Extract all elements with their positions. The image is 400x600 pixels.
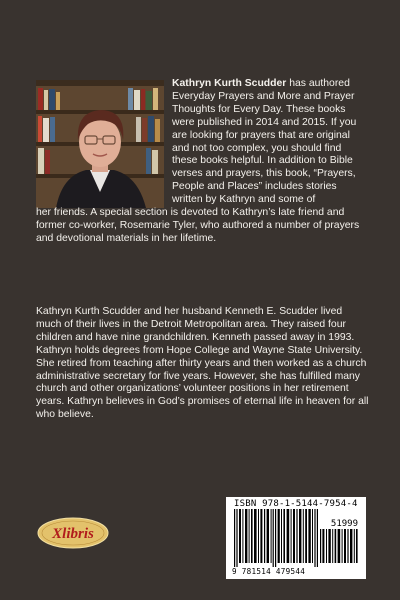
author-biography: Kathryn Kurth Scudder and her husband Kenneth E. Scudder lived much of their lives in the Detroit Metropolitan area. They raised four children and have nine grandchildren. Kenneth passed away in 1993. Kathryn holds degrees from Hope College and Wayne State University. She retired from teaching after thirty years and then worked as a church administrative secretary for five years. However, she has fulfilled many church and other organizations’ volunteer positions in her retirement years. Kathryn believes in God’s promises of eternal life in heaven for all who believe. [36, 306, 369, 421]
isbn-digits: 9 781514 479544 [232, 567, 306, 576]
author-bio-continued: her friends. A special section is devoted to Kathryn’s late friend and former co-worker, Rosemarie Tyler, who authored a number of prayers and devotional materials in her lifetime. [36, 207, 360, 244]
isbn-barcode [226, 497, 366, 579]
author-bio-intro-text: has authored Everyday Prayers and More and Prayer Thoughts for Every Day. These books were published in 2014 and 2015. If you are looking for prayers that are original and not too complex, you should find these books helpful. In addition to Bible verses and prayers, this book, “Prayers, People and Places” includes stories written by Kathryn and some of [172, 78, 357, 206]
price-code: 51999 [330, 519, 358, 529]
author-name: Kathryn Kurth Scudder [172, 78, 287, 89]
price-barcode-bars [320, 529, 358, 563]
author-photo [36, 80, 164, 208]
publisher-logo-text: Xlibris [52, 526, 94, 542]
publisher-logo [36, 516, 110, 550]
author-bio-intro [172, 78, 368, 207]
isbn-label: ISBN 978-1-5144-7954-4 [234, 499, 358, 509]
barcode-bars [234, 509, 318, 567]
